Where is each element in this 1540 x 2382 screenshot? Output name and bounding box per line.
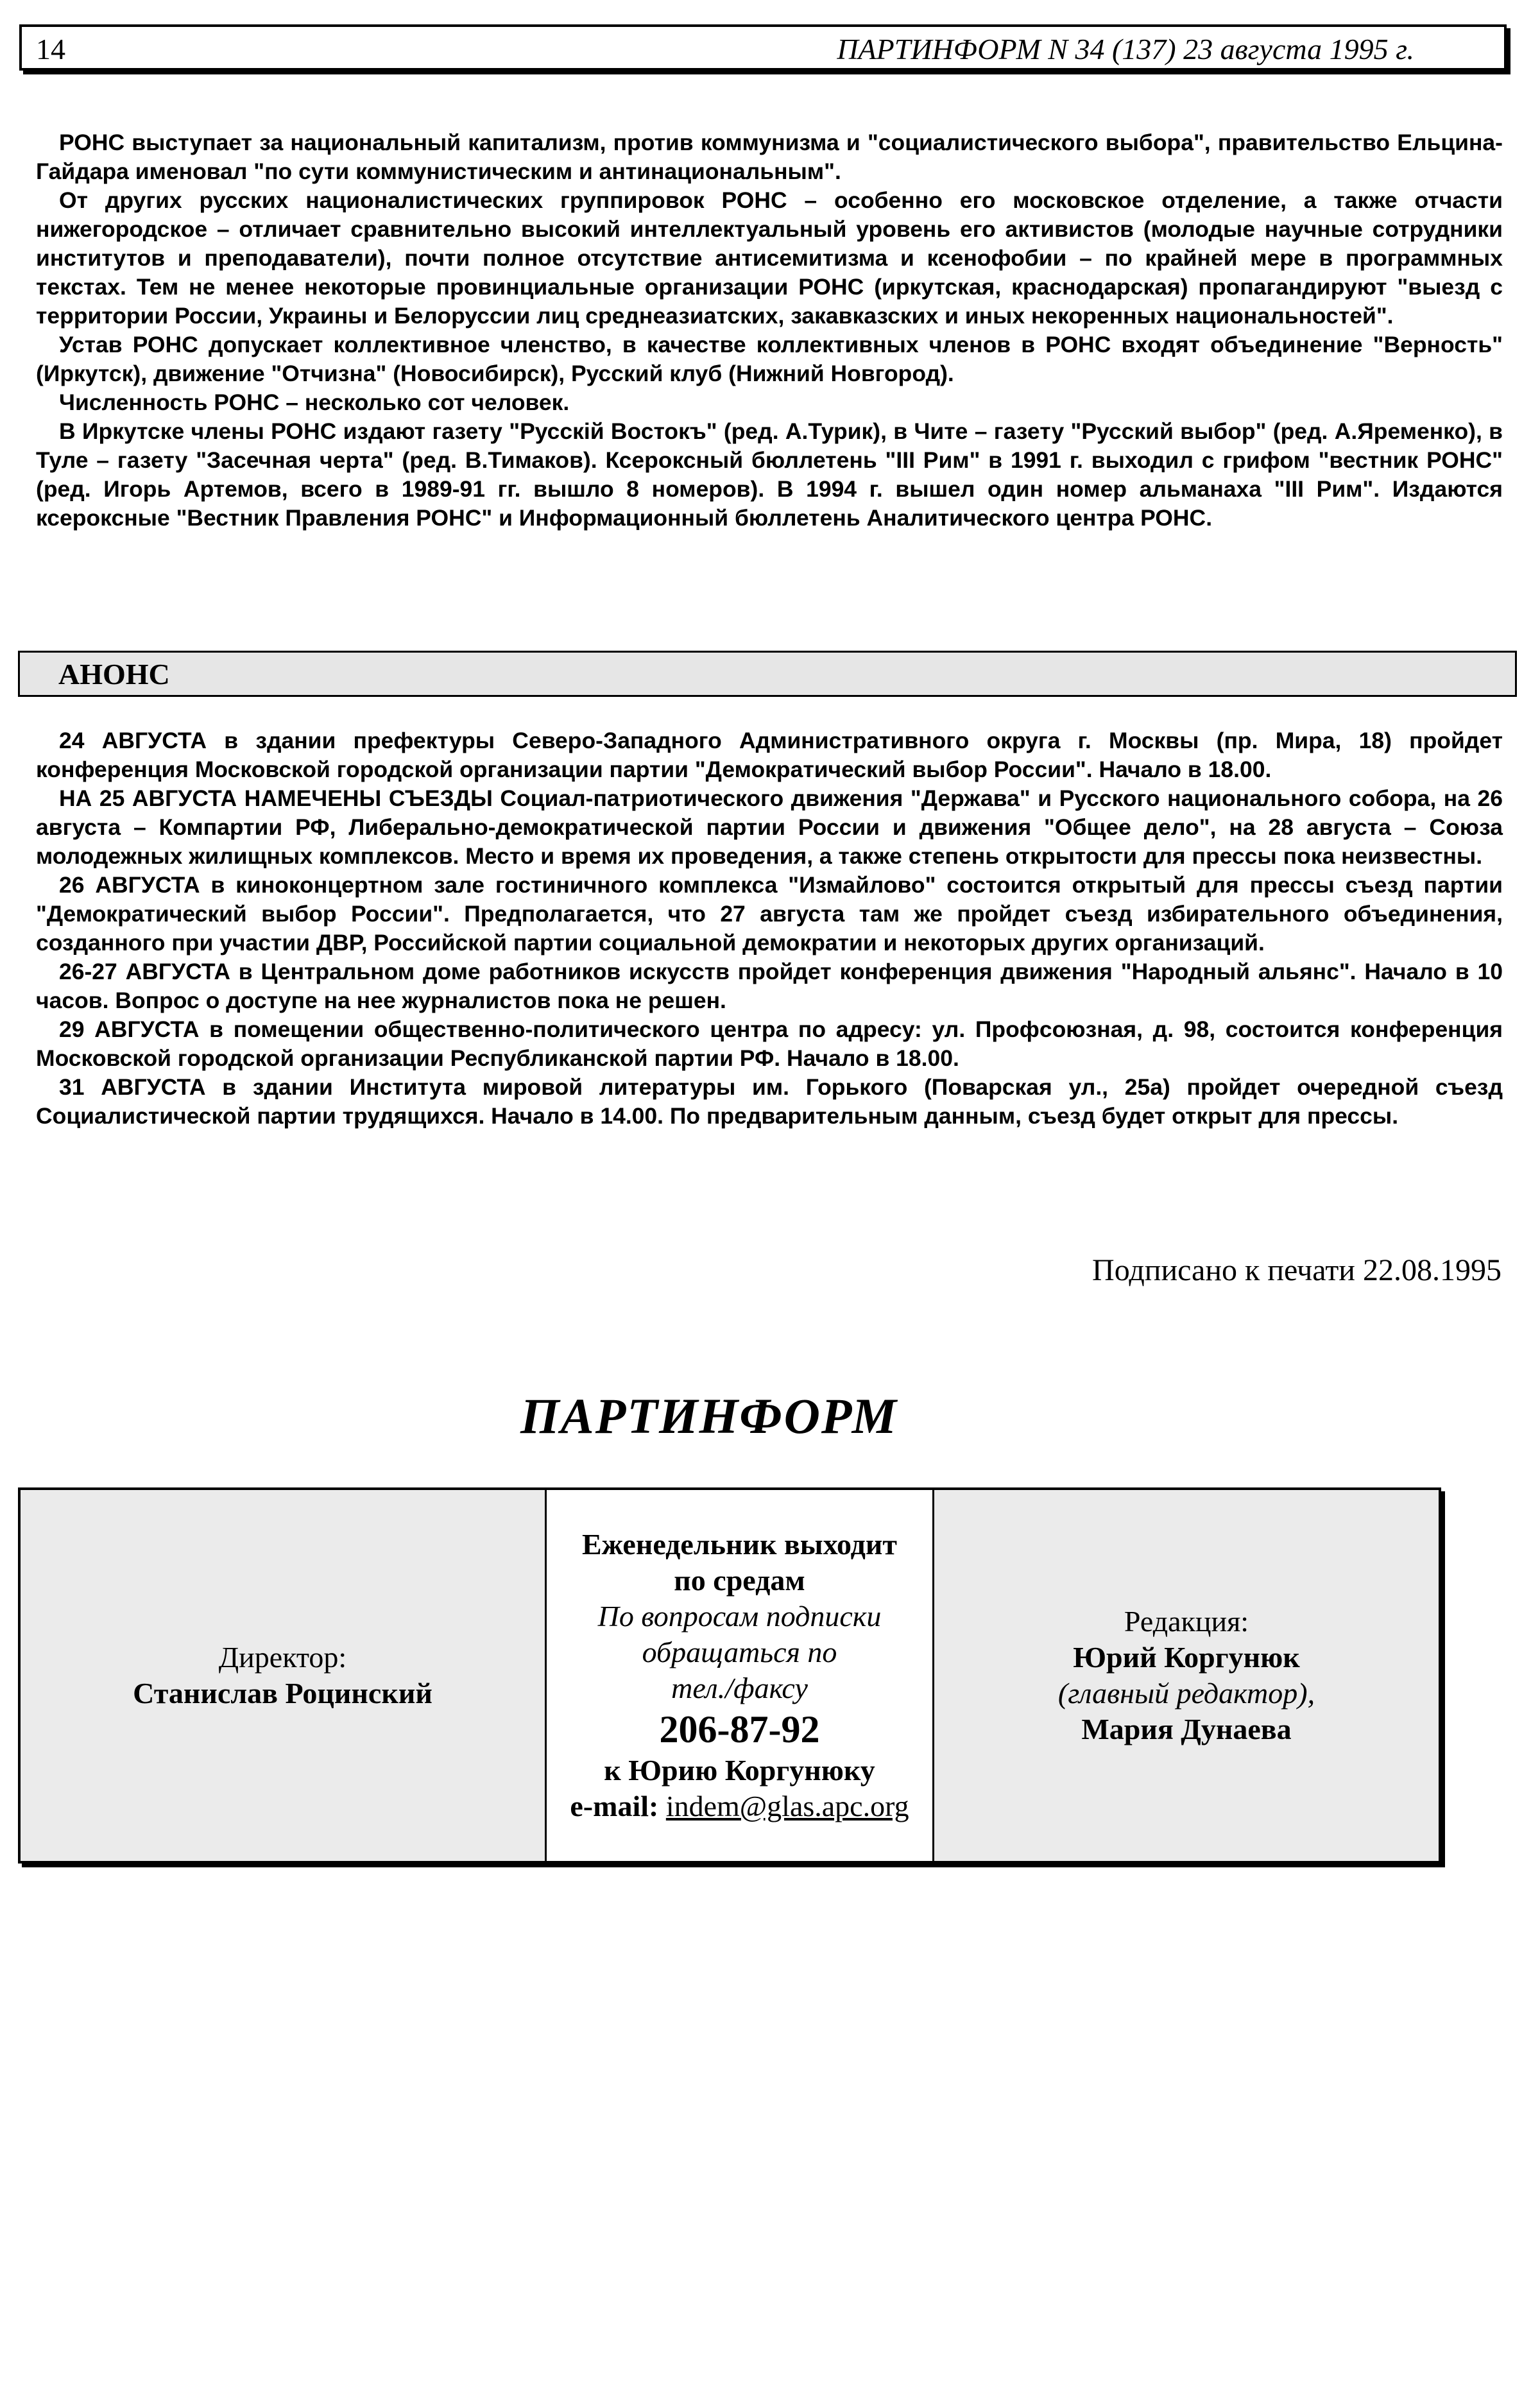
paragraph: В Иркутске члены РОНС издают газету "Русскiй Востокъ" (ред. А.Турик), в Чите – газету "Русский выбор" (ред. А.Яременко), в Туле – газету "Засечная черта" (ред. В.Тимаков). Ксероксный бюллетень "III Рим" в 1991 г. выходил с грифом "вестник РОНС" (ред. Игорь Артемов, всего в 1989-91 гг. вышло 8 номеров). В 1994 г. вышел один номер альманаха "III Рим". Издаются ксероксные "Вестник Правления РОНС" и Информационный бюллетень Аналитического центра РОНС. — [36, 418, 1503, 531]
editorial-cell — [934, 1490, 1439, 1861]
weekly-line: Еженедельник выходит — [581, 1528, 898, 1561]
issue-title: ПАРТИНФОРМ N 34 (137) 23 августа 1995 г. — [837, 33, 1414, 65]
subscription-cell — [547, 1490, 934, 1861]
paragraph: Устав РОНС допускает коллективное членство, в качестве коллективных членов в РОНС входят объединение "Верность" (Иркутск), движение "Отчизна" (Новосибирск), Русский клуб (Нижний Новгород). — [36, 332, 1503, 386]
subscribe-line: обращаться по — [642, 1636, 837, 1668]
paragraph: РОНС выступает за национальный капитализм, против коммунизма и "социалистического выбора", правительство Ельцина-Гайдара именовал "по сути коммунистическим и антинациональным". — [36, 130, 1503, 184]
anons-article — [36, 726, 1503, 1131]
paragraph: От других русских националистических группировок РОНС – особенно его московское отделение, а также отчасти нижегородское – отличает сравнительно высокий интеллектуальный уровень его активистов (молодые научные сотрудники институтов и преподаватели), почти полное отсутствие антисемитизма и ксенофобии – по крайней мере в программных текстах. Тем не менее некоторые провинциальные организации РОНС (иркутская, краснодарская) пропагандируют "выезд с территории России, Украины и Белоруссии лиц среднеазиатских, закавказских и иных некоренных национальностей". — [36, 187, 1503, 329]
subscribe-line: тел./факсу — [671, 1672, 808, 1704]
page-number: 14 — [36, 33, 65, 65]
editorial-label: Редакция: — [1124, 1605, 1249, 1638]
paragraph: 24 АВГУСТА в здании префектуры Северо-Западного Административного округа г. Москвы (пр. Мира, 18) пройдет конференция Московской городской организации партии "Демократический выбор России". Начало в 18.00. — [36, 728, 1503, 782]
phone-number: 206-87-92 — [659, 1708, 820, 1751]
signed-for-print: Подписано к печати 22.08.1995 — [1092, 1253, 1502, 1287]
chief-editor-name: Юрий Коргунюк — [1073, 1641, 1300, 1674]
imprint-table — [18, 1487, 1441, 1864]
paragraph: НА 25 АВГУСТА НАМЕЧЕНЫ СЪЕЗДЫ Социал-патриотического движения "Держава" и Русского национального собора, на 26 августа – Компартии РФ, Либерально-демократической партии России и движения "Общее дело", на 28 августа – Союза молодежных жилищных комплексов. Место и время их проведения, а также степень открытости для прессы пока неизвестны. — [36, 785, 1503, 869]
editor-name: Мария Дунаева — [1081, 1713, 1292, 1745]
email-link[interactable]: indem@glas.apc.org — [665, 1790, 909, 1822]
email-row — [570, 1788, 909, 1824]
paragraph: 31 АВГУСТА в здании Института мировой литературы им. Горького (Поварская ул., 25а) пройдет очередной съезд Социалистической партии трудящихся. Начало в 14.00. По предварительным данным, съезд будет открыт для прессы. — [36, 1074, 1503, 1129]
director-label: Директор: — [218, 1641, 347, 1674]
paragraph: 26-27 АВГУСТА в Центральном доме работников искусств пройдет конференция движения "Народный альянс". Начало в 10 часов. Вопрос о доступе на нее журналистов пока не решен. — [36, 959, 1503, 1013]
masthead-title: ПАРТИНФОРМ — [520, 1388, 898, 1444]
chief-editor-role: (главный редактор), — [1057, 1677, 1315, 1709]
subscribe-line: По вопросам подписки — [597, 1600, 882, 1632]
section-heading-anons: АНОНС — [18, 651, 1517, 697]
rons-article — [36, 128, 1503, 533]
contact-person: к Юрию Коргунюку — [604, 1754, 875, 1786]
email-label: e-mail: — [570, 1790, 659, 1822]
paragraph: Численность РОНС – несколько сот человек. — [59, 390, 570, 415]
director-name: Станислав Роцинский — [133, 1677, 432, 1709]
page-header — [19, 24, 1507, 71]
director-cell — [21, 1490, 547, 1861]
paragraph: 26 АВГУСТА в киноконцертном зале гостиничного комплекса "Измайлово" состоится открытый для прессы съезд партии "Демократический выбор России". Предполагается, что 27 августа там же пройдет съезд избирательного объединения, созданного при участии ДВР, Российской партии социальной демократии и некоторых других организаций. — [36, 872, 1503, 955]
weekly-line: по средам — [674, 1564, 805, 1597]
paragraph: 29 АВГУСТА в помещении общественно-политического центра по адресу: ул. Профсоюзная, д. 98, состоится конференция Московской городской организации Республиканской партии РФ. Начало в 18.00. — [36, 1016, 1503, 1071]
